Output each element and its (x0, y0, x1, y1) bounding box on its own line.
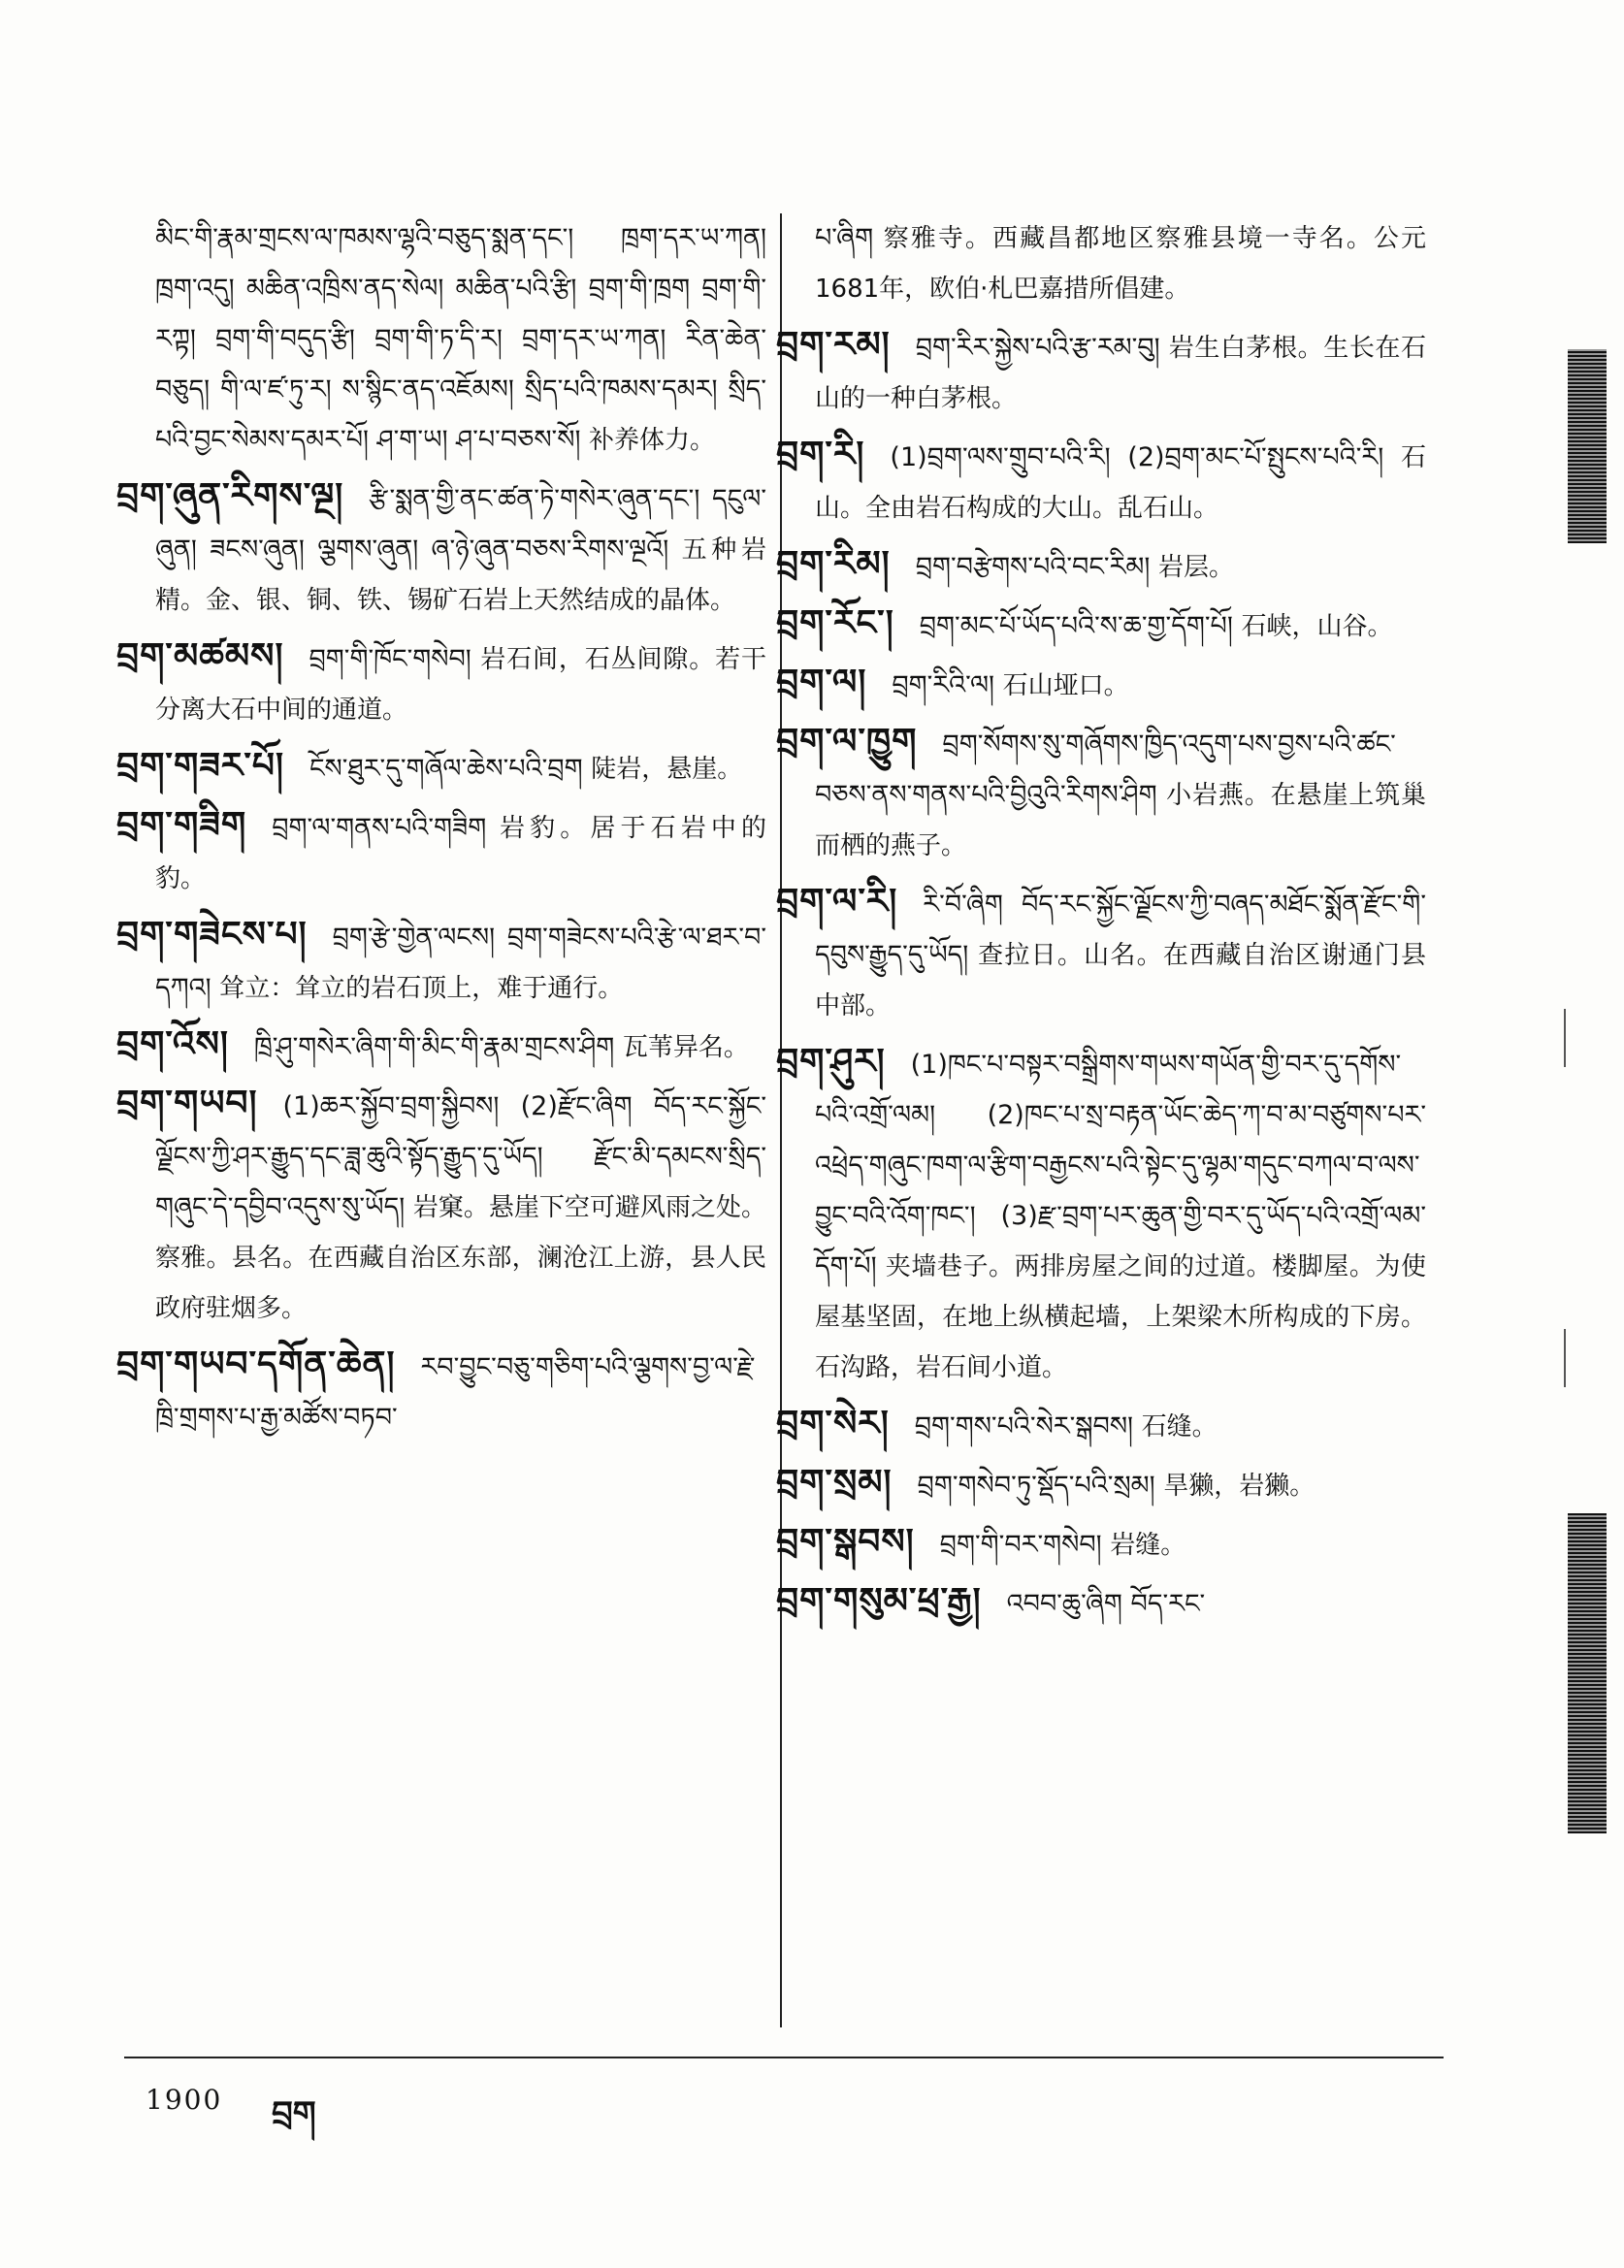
entry-headword: བྲག་སྒབས། (776, 1522, 915, 1562)
entry-headword: བྲག་གཡབ། (116, 1084, 258, 1123)
tibetan-definition: པ་ཞིག (815, 223, 874, 253)
tibetan-definition: རབ་བྱུང་བཅུ་གཅིག་པའི་ལྕགས་བྱ་ལ་རྗེ་ཁྲི་གྲགས་པ་རྒྱ་མཚོས་བཏབ་ (155, 1352, 756, 1433)
dictionary-entry (776, 1399, 1426, 1452)
entry-headword: བྲག་རིམ། (776, 544, 891, 584)
chinese-definition: 五种岩精。金、银、铜、铁、锡矿石岩上天然结成的晶体。 (155, 535, 766, 615)
chinese-definition: 旱獭，岩獭。 (1163, 1472, 1315, 1501)
dictionary-entry (116, 1020, 766, 1073)
entry-headword: བྲག་ཤུར། (776, 1042, 886, 1082)
dictionary-entry (116, 741, 766, 794)
tibetan-definition: ངོས་ཐུར་དུ་གཞོལ་ཆེས་པའི་བྲག (309, 754, 583, 784)
chinese-definition: 石峡，山谷。 (1241, 612, 1393, 641)
dictionary-entry (776, 539, 1426, 593)
chinese-definition: 石山。全由岩石构成的大山。乱石山。 (815, 443, 1426, 523)
dictionary-entry (116, 471, 766, 626)
dictionary-entry (776, 1458, 1426, 1511)
chinese-definition: 察雅寺。西藏昌都地区察雅县境一寺名。公元1681年，欧伯·札巴嘉措所倡建。 (815, 224, 1426, 304)
tibetan-definition: བྲག་གས་པའི་སེར་སྒབས། (914, 1411, 1134, 1442)
tibetan-definition: རྩི་སྨན་གྱི་ནང་ཚན་ཏེ་གསེར་ཞུན་དང་། དངུལ་ཞུན། ཟངས་ཞུན། ལྕགས་ཞུན། ཞ་ཉེ་ཞུན་བཅས་རིགས་ལྔའོ། (155, 484, 766, 565)
running-head: བྲག (272, 2094, 316, 2133)
entry-headword: བྲག་ལ་རི། (776, 882, 898, 922)
entry-headword: བྲག་རམ། (776, 325, 891, 365)
chinese-definition: 陡岩，悬崖。 (591, 755, 743, 784)
dictionary-entry (116, 910, 766, 1014)
entry-headword: བྲག་མཚམས། (116, 636, 284, 676)
dictionary-entry (116, 1340, 766, 1443)
tibetan-definition: བྲག་གསེབ་ཏུ་སྡོད་པའི་སྲམ། (917, 1471, 1155, 1501)
entry-headword: བྲག་གཟེངས་པ། (116, 915, 308, 955)
edge-mark (1564, 1329, 1566, 1387)
dictionary-entry (116, 1079, 766, 1334)
left-column (116, 213, 766, 1449)
tibetan-definition: བྲག་གི་ཁོང་གསེབ། (309, 644, 471, 674)
dictionary-entry (155, 213, 766, 466)
edge-mark (1564, 1009, 1566, 1067)
entry-headword: བྲག་གཟིག (116, 805, 247, 845)
dictionary-entry (776, 599, 1426, 652)
scan-edge-artifact (1568, 1513, 1607, 1833)
chinese-definition: 石山垭口。 (1002, 671, 1129, 700)
tibetan-definition: རི་བོ་ཞིག བོད་རང་སྐྱོང་ལྗོངས་ཀྱི་བཞད་མཐོང་སྨོན་རྫོང་གི་དབུས་རྒྱུད་དུ་ཡོད། (815, 890, 1426, 970)
tibetan-definition: བྲག་མང་པོ་ཡོད་པའི་ས་ཆ་གྱ་དོག་པོ། (919, 611, 1233, 641)
tibetan-definition: བྲག་ལ་གནས་པའི་གཟིག (272, 813, 487, 843)
chinese-definition: 岩豹。居于石岩中的豹。 (155, 814, 766, 893)
entry-headword: བྲག་ཞུན་རིགས་ལྔ། (116, 476, 344, 516)
chinese-definition: 夹墙巷子。两排房屋之间的过道。楼脚屋。为使屋基坚固，在地上纵横起墙，上架梁木所构成的下房。石沟路，岩石间小道。 (815, 1252, 1426, 1382)
dictionary-entry (776, 877, 1426, 1031)
entry-headword: བྲག་ལ། (776, 663, 867, 702)
dictionary-entry (776, 658, 1426, 711)
entry-headword: བྲག་འོས། (116, 1024, 229, 1064)
chinese-definition: 瓦苇异名。 (622, 1033, 749, 1062)
dictionary-entry (776, 717, 1426, 871)
chinese-definition: 岩缝。 (1110, 1531, 1186, 1560)
entry-headword: བྲག་རི། (776, 435, 865, 474)
tibetan-definition: མིང་གི་རྣམ་གྲངས་ལ་ཁམས་ལྷའི་བཅུད་སྨན་དང་། ཁྲག་དར་ཡ་ཀན། ཁྲག་འདུ། མཆིན་འཁྲིས་ནད་སེལ། མཆིན་པའི་རྩི། བྲག་གི་ཁྲག བྲག་གི་རཀྟ། བྲག་གི་བདུད་རྩི། བྲག་གི་ཏ་དི་ར། བྲག་དར་ཡ་ཀན། རིན་ཆེན་བཅུད། གི་ལ་ཛ་ཏུ་ར། ས་སྙིང་ནད་འཇོམས། སྲིད་པའི་ཁམས་དམར། སྲིད་པའི་བྱང་སེམས་དམར་པོ། ཤ་ག་ཡ། ཤ་པ་བཅས་སོ། (155, 223, 766, 455)
chinese-definition: 耸立：耸立的岩石顶上，难于通行。 (219, 974, 624, 1003)
dictionary-entry (116, 800, 766, 904)
tibetan-definition: འབབ་ཆུ་ཞིག བོད་རང་ (1006, 1589, 1206, 1619)
chinese-definition: 补养体力。 (589, 426, 716, 455)
tibetan-definition: བྲག་རིར་སྐྱེས་པའི་རྩ་རམ་བུ། (915, 333, 1160, 363)
tibetan-definition: བྲག་བརྩེགས་པའི་བང་རིམ། (915, 552, 1151, 582)
dictionary-entry (776, 1517, 1426, 1571)
dictionary-entry (776, 1037, 1426, 1393)
chinese-definition: 查拉日。山名。在西藏自治区谢通门县中部。 (815, 941, 1426, 1021)
dictionary-entry (776, 320, 1426, 424)
entry-headword: བྲག་སེར། (776, 1404, 890, 1443)
chinese-definition: 岩生白茅根。生长在石山的一种白茅根。 (815, 334, 1426, 413)
chinese-definition: 岩石间，石丛间隙。若干分离大石中间的通道。 (155, 645, 766, 725)
chinese-definition: 岩层。 (1157, 553, 1234, 582)
tibetan-definition: བྲག་སོགས་སུ་གཞོགས་ཁྱིད་འདུག་པས་བྱས་པའི་ཚང་བཅས་ནས་གནས་པའི་བྱིའུའི་རིགས་ཤིག (815, 729, 1396, 810)
tibetan-definition: (1)བྲག་ལས་གྲུབ་པའི་རི། (2)བྲག་མང་པོ་སྤུངས་པའི་རི། (890, 442, 1384, 472)
entry-headword: བྲག་གཟར་པོ། (116, 746, 284, 786)
scan-edge-artifact (1568, 349, 1607, 543)
chinese-definition: 石缝。 (1141, 1412, 1218, 1442)
right-column (776, 213, 1426, 1636)
entry-headword: བྲག་གསུམ་ཕྲ་རྒྱ། (776, 1581, 982, 1621)
page-number: 1900 (146, 2084, 223, 2116)
entry-headword: བྲག་རོང་། (776, 603, 894, 643)
entry-headword: བྲག་ལ་ཁྱུག (776, 722, 918, 761)
chinese-definition: 岩窠。悬崖下空可避风雨之处。察雅。县名。在西藏自治区东部，澜沧江上游，县人民政府驻烟多。 (155, 1193, 766, 1323)
tibetan-definition: ཁྲི་ཤུ་གསེར་ཞིག་གི་མིང་གི་རྣམ་གྲངས་ཤིག (253, 1032, 615, 1062)
footer-rule (124, 2057, 1444, 2058)
dictionary-entry (116, 632, 766, 735)
tibetan-definition: བྲག་རིའི་ལ། (892, 670, 995, 700)
entry-headword: བྲག་སྲམ། (776, 1463, 893, 1503)
tibetan-definition: བྲག་རྩེ་གྱེན་ལངས། བྲག་གཟེངས་པའི་རྩེ་ལ་ཐར་བ་དཀའ། (155, 923, 766, 1003)
tibetan-definition: བྲག་གི་བར་གསེབ། (939, 1530, 1102, 1560)
dictionary-entry (776, 430, 1426, 534)
tibetan-definition: (1)ཆར་སྐྱོབ་བྲག་སྐྱིབས། (2)རྫོང་ཞིག བོད་རང་སྐྱོང་ལྗོངས་ཀྱི་ཤར་རྒྱུད་དང་ཟླ་ཆུའི་སྟོད་རྒྱུད་དུ་ཡོད། རྫོང་མི་དམངས་སྲིད་གཞུང་དེ་དབྱིབ་འདུས་སུ་ཡོད། (155, 1091, 766, 1222)
dictionary-entry (815, 213, 1426, 314)
tibetan-definition: (1)ཁང་པ་བསྟར་བསྒྲིགས་གཡས་གཡོན་གྱི་བར་དུ་དགོས་པའི་འགྲོ་ལམ། (2)ཁང་པ་སྲ་བརྟན་ཡོང་ཆེད་ཀ་བ་མ་བཙུགས་པར་འཕྲེད་གཞུང་ཁག་ལ་རྩིག་བརྒྱངས་པའི་སྟེང་དུ་ལྷམ་གདུང་བཀལ་བ་ལས་བྱུང་བའི་འོག་ཁང་། (3)རྫ་བྲག་པར་ཆུན་གྱི་བར་དུ་ཡོད་པའི་འགྲོ་ལམ་དོག་པོ། (815, 1050, 1426, 1281)
chinese-definition: 小岩燕。在悬崖上筑巢而栖的燕子。 (815, 781, 1426, 860)
entry-headword: བྲག་གཡབ་དགོན་ཆེན། (116, 1345, 396, 1384)
dictionary-entry (776, 1576, 1426, 1630)
